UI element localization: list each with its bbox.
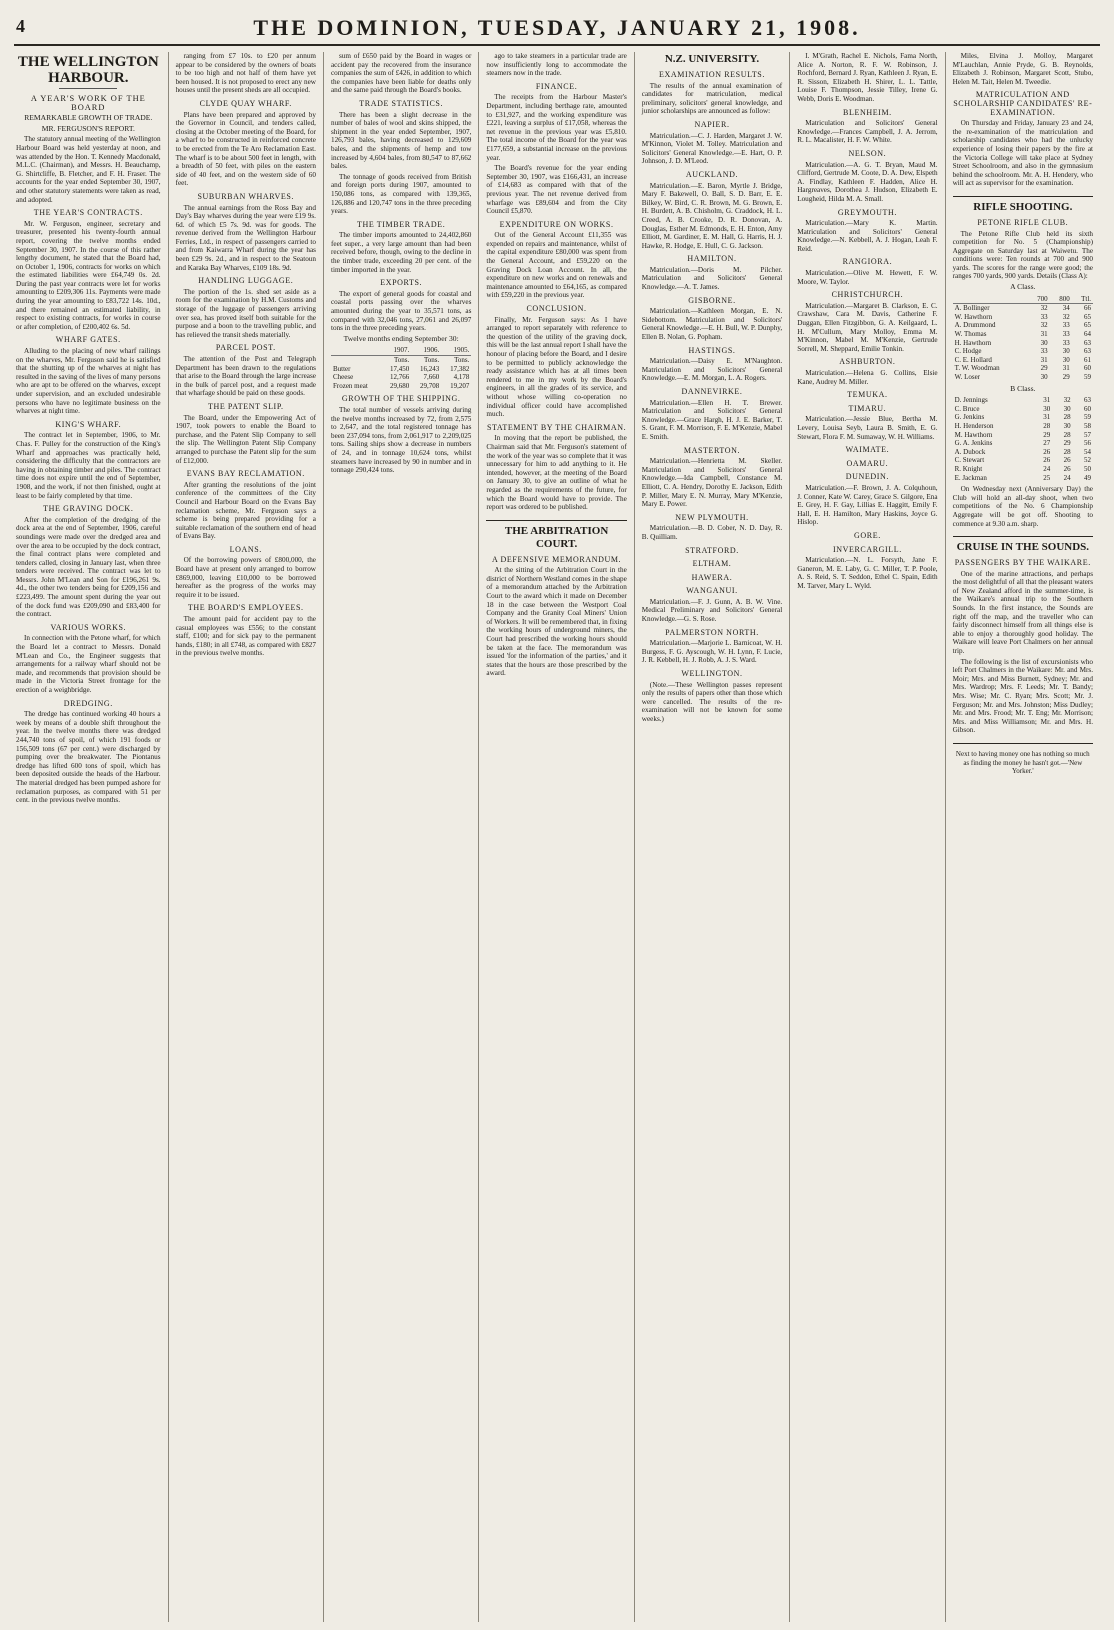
paragraph: Matriculation.—Doris M. Pilcher. Matriculation and Solicitors' General Knowledge.—A. T. James. bbox=[641, 265, 783, 292]
section-heading: EXPENDITURE ON WORKS. bbox=[499, 219, 614, 229]
subhead-passengers: PASSENGERS BY THE WAIKARE. bbox=[954, 558, 1091, 568]
table-cell: R. Knight bbox=[954, 464, 983, 473]
table-cell: 33 bbox=[1062, 338, 1070, 347]
section-heading: EXPORTS. bbox=[380, 278, 423, 288]
paragraph: The dredge has continued working 40 hours a week by means of a double shift throughout the year. In the twelve months there was dredged 244,740 tons of spoil, of which 191 foods or 156,509 tons (67 per cent.) were discharged by pumping over the breakwater. The Piontanus dredge has lifted 600 tons of spoil, which has been deposited outside the heads of the Harbour. The material dredged has been pumped ashore for reclamation purposes, as compared with 51 per cent. in the previous twelve months. bbox=[16, 710, 161, 805]
table-cell: 63 bbox=[1084, 396, 1092, 405]
table-cell: C. Bruce bbox=[954, 404, 980, 413]
table-cell: Butter bbox=[332, 364, 351, 373]
table-cell: 64 bbox=[1084, 330, 1092, 339]
paragraph: ranging from £7 10s. to £20 per annum appear to be considered by the owners of boats to be too high and not half of them have yet been housed. It is not proposed to erect any new houses until the present sheds are all occupied. bbox=[175, 52, 316, 95]
table-cell: 28 bbox=[1063, 447, 1071, 456]
paragraph: The Petone Rifle Club held its sixth competition for No. 5 (Championship) Aggregate on Saturday last at Waiwetu. The conditions were: Ten rounds at 700 and 900 yards. The scores for the range were good; the ranges 700 yards, 900 yards. Details (Class A): bbox=[952, 229, 1094, 281]
table-header-cell: 700 bbox=[1028, 295, 1050, 304]
table-header-cell bbox=[331, 346, 381, 355]
column-5 bbox=[634, 52, 789, 1622]
section-heading: CLYDE QUAY WHARF. bbox=[199, 98, 292, 108]
section-heading: MASTERTON. bbox=[683, 445, 741, 455]
subhead-report: MR. FERGUSON'S REPORT. bbox=[41, 123, 135, 133]
table-cell: 31 bbox=[1043, 413, 1051, 422]
table-cell: 17,382 bbox=[450, 364, 470, 373]
section-heading: GISBORNE. bbox=[688, 295, 736, 305]
table-header-row bbox=[953, 295, 1093, 304]
table-cell: C. Hodge bbox=[954, 347, 982, 356]
section-heading: RANGIORA. bbox=[842, 257, 893, 267]
table-header-cell: 800 bbox=[1050, 295, 1072, 304]
table-header-cell: Ttl. bbox=[1072, 295, 1093, 304]
paragraph: Matriculation.—Helena G. Collins, Elsie Kane, Audrey M. Miller. bbox=[797, 369, 938, 386]
table-cell: 31 bbox=[1062, 364, 1070, 373]
table-cell: A. Drummond bbox=[954, 321, 996, 330]
paragraph: Matriculation.—C. J. Harden, Margaret J. W. M'Kinnon, Violet M. Tolley. Matriculation and Solicitors' General Knowledge.—E. Hart, O. P. Johnson, J. D. M'Leod. bbox=[641, 131, 783, 166]
paragraph: After the completion of the dredging of the dock area at the end of September, 1906, careful soundings were made over the dredged area and over the area to be occupied by the dock contract, the final contract plans were completed and tenders called, closing in January last, when three tenders were received. The contract was let to Messrs. John M'Lean and Son for £196,261 9s. 4d., the other two tenders being for £209,156 and £223,499. The amount spent during the year out of the dock fund was £209,090 and £83,400 for the contract. bbox=[16, 515, 161, 619]
table-cell: C. Stewart bbox=[954, 456, 985, 465]
table-cell: 28 bbox=[1043, 421, 1051, 430]
paragraph: Matriculation.—B. D. Cober, N. D. Day, R. B. Quilliam. bbox=[641, 524, 783, 541]
table-cell: 56 bbox=[1084, 439, 1092, 448]
paragraph: On Thursday and Friday, January 23 and 24, the re-examination of the matriculation and scholarship candidates who had the unlucky experience of losing their papers by the fire at the Victoria College will take place at Sydney Street Schoolroom, and also in the gymnasium behind the schoolroom. Mr. A. H. Hendery, who will act as supervisor for the examination. bbox=[952, 119, 1094, 188]
table-row bbox=[953, 465, 1093, 474]
section-heading: KING'S WHARF. bbox=[55, 419, 122, 429]
table-row bbox=[331, 365, 471, 374]
table-cell: 25 bbox=[1043, 473, 1051, 482]
table-cell: 17,450 bbox=[389, 364, 410, 373]
paragraph: The tonnage of goods received from British and foreign ports during 1907, amounted to 150,086 tons, as compared with 139,365, 126,886 and 120,747 tons in the three preceding years. bbox=[330, 172, 472, 216]
section-heading: WELLINGTON. bbox=[681, 669, 743, 679]
table-cell: 32 bbox=[1040, 304, 1048, 313]
table-cell: 30 bbox=[1040, 338, 1048, 347]
table-cell: E. Jackman bbox=[954, 473, 987, 482]
table-cell: G. A. Jenkins bbox=[954, 439, 993, 448]
paragraph: Miles, Elvina J. Molloy, Margaret M'Lauchlan, Annie Pryde, G. B. Reynolds, Elizabeth J. Robinson, Margaret Scott, Stubo, Helen M. Tait, Helen M. Tweedie. bbox=[952, 52, 1094, 86]
table-row bbox=[953, 321, 1093, 330]
table-cell: 27 bbox=[1043, 439, 1051, 448]
table-cell: 26 bbox=[1063, 456, 1071, 465]
exports-table bbox=[331, 346, 471, 390]
table-row bbox=[953, 330, 1093, 339]
columns bbox=[14, 52, 1100, 1622]
table-row bbox=[953, 364, 1093, 373]
paragraph: There has been a slight decrease in the number of bales of wool and skins shipped, the shipment in the year ended September, 1907, 126,793 bales, having decreased to 129,609 bales, and the shipments of hemp and tow increased by 4,604 bales, from 80,547 to 87,662 bales. bbox=[330, 110, 472, 171]
section-heading: SUBURBAN WHARVES. bbox=[197, 191, 295, 201]
table-cell: 57 bbox=[1084, 430, 1092, 439]
section-heading: TEMUKA. bbox=[847, 390, 888, 400]
paragraph: Matriculation.—Margaret B. Clarkson, E. C. Crawshaw, Cara M. Davis, Catherine F. Duggan, Ellen Fitzgibbon, G. A. Keilgaard, L. H. M'Cullum, Mary Molloy, Emma M. M'Kinnon, Mabel M. M'Kenzie, Gertrude Sorrell, M. Sheppard, Emilie Tonkin. bbox=[797, 301, 938, 353]
table-cell: 28 bbox=[1063, 430, 1071, 439]
headline-rifle-shooting: RIFLE SHOOTING. bbox=[973, 200, 1073, 213]
headline-harbour: THE WELLINGTON HARBOUR. bbox=[17, 54, 159, 86]
table-row bbox=[953, 456, 1093, 465]
table-cell: Frozen meat bbox=[332, 381, 368, 390]
table-cell: 16,243 bbox=[420, 364, 440, 373]
table-cell: 32 bbox=[1063, 396, 1071, 405]
paragraph: Matriculation.—N. L. Forsyth, Jane F. Ganeron, M. E. Laby, G. C. Miller, T. P. Poole, A. S. Reid, S. T. Seddon, Ethel C. Spain, Edith M. Tarver, Mary L. Wyld. bbox=[797, 556, 938, 590]
table-row bbox=[331, 373, 471, 382]
column-3 bbox=[323, 52, 478, 1622]
paragraph: Matriculation.—Marjorie L. Barnicoat, W. H. Burgess, F. G. Ayscough, W. H. Lynn, F. Lucie, J. R. Kebbell, H. J. Robb, A. J. S. Ward. bbox=[641, 639, 783, 665]
paragraph: Matriculation.—Kathleen Morgan, E. N. Sidebottom. Matriculation and Solicitors' General Knowledge.—E. H. Bull, W. P. Dunphy, Ellen B. Nolan, G. Popham. bbox=[641, 307, 783, 342]
table-cell: 50 bbox=[1084, 464, 1092, 473]
table-cell: 52 bbox=[1084, 456, 1092, 465]
table-row bbox=[331, 382, 471, 391]
section-heading: NAPIER. bbox=[694, 119, 730, 129]
table-header-cell: 1906. bbox=[411, 346, 441, 355]
table-cell: Tons. bbox=[393, 356, 410, 364]
table-cell: 63 bbox=[1084, 338, 1092, 347]
paragraph: Matriculation.—A. G. T. Bryan, Maud M. Clifford, Gertrude M. Coote, D. A. Dew, Elspeth A. Findlay, Kathleen F. Hadden, Alice H. Hargreaves, Dorothea J. Hudson, Elizabeth E. Lougheid, Hilda M. A. Small. bbox=[797, 160, 938, 203]
table-cell: A. Dubock bbox=[954, 447, 986, 456]
section-heading: NELSON. bbox=[848, 148, 887, 158]
page-number: 4 bbox=[16, 16, 25, 36]
paragraph: Matriculation.—Ellen H. T. Brewer. Matriculation and Solicitors' General Knowledge.—Grace Hargh, H. J. E. Barker, T. S. Grant, F. M. Morrison, F. E. M'Kenzie, Mabel E. Smith. bbox=[641, 398, 783, 441]
paragraph: One of the marine attractions, and perhaps the most delightful of all that the pleasant waters of New Zealand afford in the summer-time, is the Waikare's annual trip to the Southern Sounds. In the first instance, the Sounds are right off the map, and the traveller who can fairly disconnect himself from all things else is able to enjoy a thoroughly good holiday. The Waikare will leave Port Chalmers on her annual trip. bbox=[952, 569, 1094, 656]
divider bbox=[953, 743, 1093, 744]
table-cell: 30 bbox=[1062, 355, 1070, 364]
table-cell: 66 bbox=[1084, 304, 1092, 313]
divider bbox=[486, 520, 626, 521]
table-cell: W. Loser bbox=[954, 373, 981, 381]
table-cell: 34 bbox=[1062, 304, 1070, 313]
section-heading: DUNEDIN. bbox=[845, 472, 890, 482]
rifle-scores-b bbox=[953, 396, 1093, 482]
paragraph: The following is the list of excursionists who left Port Chalmers in the Waikare: Mr. and Mrs. Moir; Mrs. and Miss Burnett, Sydney; Mr. and Mrs. Wardrop; Mrs. F. Leeds; Mr. T. Bandy; Mrs. Wise; Mr. C. Ryan; Mrs. Scott; Mr. J. Ferguson; Mr. and Mrs. Johnston; Miss Dudley; Mr. and Mrs. Frood; Mr. T. Eng; Mr. Morrison; Mrs. and Miss Williamson; Mr. and Mrs. H. Gibson. bbox=[952, 657, 1094, 735]
table-cell: 32 bbox=[1062, 312, 1070, 321]
table-row bbox=[953, 313, 1093, 322]
class-a-label: A Class. bbox=[1010, 282, 1036, 292]
subhead-petone: PETONE RIFLE CLUB. bbox=[977, 217, 1069, 227]
column-6 bbox=[789, 52, 944, 1622]
table-cell: 29,680 bbox=[389, 381, 410, 390]
table-cell: 29 bbox=[1062, 373, 1070, 381]
table-cell: 58 bbox=[1084, 421, 1092, 430]
paragraph: The annual earnings from the Ross Bay and Day's Bay wharves during the year were £19 9s. 6d. of which £5 7s. 9d. was for goods. The revenue derived from the Wellington Harbour Ferries, Ltd., in respect of passengers carried to and from Kaiwarra Wharf during the year has been £29 9s. 2d., and in respect to the Seatoun and Karaka Bay Wharves, £109 18s. 9d. bbox=[175, 203, 316, 272]
section-heading: NEW PLYMOUTH. bbox=[675, 512, 749, 522]
table-cell: 26 bbox=[1063, 464, 1071, 473]
table-cell: 4,178 bbox=[453, 373, 470, 382]
section-heading: WAIMATE. bbox=[845, 445, 890, 455]
paragraph: The statutory annual meeting of the Wellington Harbour Board was held yesterday at noon, and was attended by the Hon. T. Kennedy Macdonald, M.L.C. (Chairman), and Messrs. H. Beauchamp, G. Shirtcliffe, B. Fletcher, and F. H. Fraser. The accounts for the year ended September 30, 1907, and other statutory statements were taken as read, and adopted. bbox=[16, 135, 161, 204]
paragraph: Matriculation.—Henrietta M. Skeller. Matriculation and Solicitors' General Knowledge.—Ida Campbell, Constance M. Elliott, C. A. Hendry, Dorothy E. Jackson, Edith P. Miller, Mary E. N. Murray, Mary M'Kenzie, Mary E. Power. bbox=[641, 457, 783, 509]
table-cell: 30 bbox=[1043, 404, 1051, 413]
divider bbox=[953, 536, 1093, 537]
section-heading: HAMILTON. bbox=[687, 254, 737, 264]
table-cell: 29 bbox=[1043, 430, 1051, 439]
divider bbox=[953, 196, 1093, 197]
table-cell: 31 bbox=[1043, 396, 1051, 405]
table-title: Twelve months ending September 30: bbox=[343, 333, 459, 343]
class-b-label: B Class. bbox=[1010, 383, 1036, 393]
section-heading: WANGANUI. bbox=[686, 586, 738, 596]
table-cell: 24 bbox=[1063, 473, 1071, 482]
paragraph: Plans have been prepared and approved by the Governor in Council, and tenders called, closing at the October meeting of the Board, for a wharf to be constructed in reinforced concrete to be erected from the Te Aro Reclamation East. The wharf is to be about 500 feet in length, with a breadth of 50 feet, with piles on the eastern side of 40 feet, and on the western side of 60 feet. bbox=[175, 110, 316, 188]
section-heading: STRATFORD. bbox=[685, 545, 739, 555]
headline-university: N.Z. UNIVERSITY. bbox=[664, 53, 760, 65]
paragraph: The attention of the Post and Telegraph Department has been drawn to the regulations that arise to the Board through the large increase in the bulk of parcel post, and a request made that wharfage should be paid on these goods. bbox=[175, 355, 316, 398]
section-heading: PARCEL POST. bbox=[215, 343, 276, 353]
paragraph: In connection with the Petone wharf, for which the Board let a contract to Messrs. Donald M'Lean and Co., the Engineer suggests that arrangements for a railway wharf should not be made, and recommends that provision should be made in the Victoria Street frontage for the erection of a weighbridge. bbox=[16, 634, 161, 694]
table-cell: 28 bbox=[1063, 413, 1071, 422]
table-cell: Tons. bbox=[424, 356, 440, 364]
paragraph: I. M'Grath, Rachel E. Nichols, Fama North, Alice A. Norton, R. F. W. Robinson, J. Rochford, Bernard J. Ryan, Kathleen J. Ryan, E. R. Sisson, Elizabeth H. Shirer, L. L. Tattle, Louise F. Thompson, Jessie Tilley, Irene G. Webb, Doris E. Woodman. bbox=[797, 52, 938, 103]
section-heading: INVERCARGILL. bbox=[832, 544, 902, 554]
rifle-scores-a bbox=[953, 295, 1093, 382]
table-cell: 33 bbox=[1040, 312, 1048, 321]
table-cell bbox=[331, 356, 381, 365]
table-cell: 33 bbox=[1062, 330, 1070, 339]
paragraph: Alluding to the placing of new wharf railings on the wharves, Mr. Ferguson said he is satisfied that the shutting up of the wharves at night has resulted in the saving of the lives of many persons who are apt to be offered on the wharves, except under supervision, and an excluded undesirable persons who have no legitimate business on the wharves at night time. bbox=[16, 347, 161, 416]
newspaper-title: THE DOMINION, TUESDAY, JANUARY 21, 1908. bbox=[253, 15, 861, 40]
masthead bbox=[14, 10, 1100, 46]
section-heading: BLENHEIM. bbox=[843, 107, 892, 117]
section-heading: EVANS BAY RECLAMATION. bbox=[186, 469, 305, 479]
paragraph: Matriculation.—E. Baron, Myrtle J. Bridge, Mary F. Bakewell, O. Ball, S. D. Barr, E. E. Bilkey, W. Bird, C. R. Brown, M. G. Brown, E. H. Burdett, A. B. Chisholm, G. Craddock, H. L. Creed, A. B. Crooke, D. R. Donovan, A. Douglas, Esther M. Edmonds, E. H. Enton, Amy Elliott, M. Gardiner, E. M. Hall, G. Harris, H. J. Hawke, R. Hodge, E. Hull, C. G. Jackson. bbox=[641, 181, 783, 250]
table-cell: 30 bbox=[1063, 421, 1071, 430]
table-cell: 30 bbox=[1063, 404, 1071, 413]
table-header-row bbox=[331, 346, 471, 355]
section-heading: A DEFENSIVE MEMORANDUM. bbox=[492, 554, 622, 564]
headline-arbitration: THE ARBITRATION COURT. bbox=[504, 524, 609, 550]
paragraph: Matriculation.—F. Brown, J. A. Colquhoun, J. Conner, Kate W. Carey, Grace S. Gilgore, Ena E. Grey, H. F. Gay, Lillias E. Haggitt, Emily F. Hall, E. H. Hamilton, Mary Haskins, Joyce G. Hislop. bbox=[797, 483, 938, 527]
paragraph: Mr. W. Ferguson, engineer, secretary and treasurer, presented his twenty-fourth annual report, covering the twelve months ended September 30, 1907. In the course of this rather lengthy document, he stated that the Board had, on October 1, 1906, contracts for works on which the estimated liabilities were £64,749 0s. 2d. During the past year contracts were let for works amounting to £209,306 11s. Payments were made during the year amounting to £83,722 14s. 10d., and there remained an estimated liability, in respect to existing contracts, for works in course or after completion, of £200,402 6s. 5d. bbox=[16, 219, 161, 331]
section-heading: ELTHAM. bbox=[692, 559, 732, 569]
table-row bbox=[953, 373, 1093, 382]
section-heading: FINANCE. bbox=[535, 81, 578, 91]
table-cell: 63 bbox=[1084, 347, 1092, 356]
section-heading: TRADE STATISTICS. bbox=[359, 98, 444, 108]
table-cell: M. Hawthorn bbox=[954, 430, 993, 439]
paragraph: sum of £650 paid by the Board in wages or accident pay the recovered from the insurance companies the sum of £426, in addition to which the companies have been liable for deaths only and the same paid through the Board's books. bbox=[330, 52, 472, 95]
table-row bbox=[953, 431, 1093, 440]
section-heading: WHARF GATES. bbox=[55, 335, 121, 345]
table-row bbox=[953, 422, 1093, 431]
headline-cruise: CRUISE IN THE SOUNDS. bbox=[956, 541, 1090, 554]
table-row bbox=[953, 439, 1093, 448]
section-heading: GREYMOUTH. bbox=[837, 207, 897, 217]
paragraph: On Wednesday next (Anniversary Day) the Club will hold an all-day shoot, when two competitions of the No. 6 Championship Aggregate will be got off. Shooting to commence at 9.30 a.m. sharp. bbox=[952, 485, 1094, 528]
table-cell: Cheese bbox=[332, 373, 354, 382]
table-cell: 32 bbox=[1040, 321, 1048, 330]
table-header-cell bbox=[953, 295, 1028, 304]
table-cell: 60 bbox=[1084, 404, 1092, 413]
table-cell: 49 bbox=[1084, 473, 1092, 482]
paragraph: The export of general goods for coastal and coastal ports passing over the wharves amounted during the year to 35,571 tons, as compared with 32,046 tons, 27,061 and 26,097 tons in the three preceding years. bbox=[330, 289, 472, 333]
column-1 bbox=[14, 52, 168, 1622]
table-cell: 54 bbox=[1084, 447, 1092, 456]
table-cell: A. Bollinger bbox=[954, 304, 990, 313]
table-cell: 33 bbox=[1062, 321, 1070, 330]
table-cell: 26 bbox=[1043, 456, 1051, 465]
section-heading: HAWERA. bbox=[691, 572, 733, 582]
paragraph: After granting the resolutions of the joint conference of the committees of the City Council and Harbour Board on the Evans Bay reclamation scheme, Mr. Ferguson says a scheme is being prepared providing for a suitable reclamation of the southern end of head of Evans Bay. bbox=[175, 480, 316, 541]
table-cell: 29,708 bbox=[420, 381, 440, 390]
table-cell: W. Thomas bbox=[954, 330, 987, 339]
paragraph: (Note.—These Wellington passes represent only the results of papers other than those which were cancelled. The results of the re-examination will not be known for some weeks.) bbox=[641, 680, 783, 723]
table-cell: 59 bbox=[1084, 413, 1092, 422]
table-cell: 65 bbox=[1084, 312, 1092, 321]
section-heading: THE PATENT SLIP. bbox=[207, 401, 284, 411]
table-row bbox=[953, 405, 1093, 414]
section-heading: THE GRAVING DOCK. bbox=[43, 504, 134, 514]
table-cell: Tons. bbox=[454, 356, 470, 364]
table-row bbox=[953, 396, 1093, 405]
table-row bbox=[953, 347, 1093, 356]
paragraph: Out of the General Account £11,355 was expended on repairs and maintenance, whilst of the capital expenditure £80,000 was spent from the General Account, and £59,220 on the Graving Dock Loan Account. In all, the expenditure on new works and on renewals and maintenance amounted to £64,165, as compared with £59,220 in the previous year. bbox=[486, 231, 627, 300]
paragraph: The portion of the 1s. shed set aside as a room for the examination by H.M. Customs and storage of the luggage of passengers arriving over sea, has proved itself both suitable for the purpose and a boon to the travelling public, and has relieved the transit sheds materially. bbox=[175, 287, 316, 339]
section-heading: GROWTH OF THE SHIPPING. bbox=[341, 394, 461, 404]
table-cell: 29 bbox=[1063, 439, 1071, 448]
column-4 bbox=[478, 52, 633, 1622]
section-heading: VARIOUS WORKS. bbox=[50, 622, 127, 632]
column-7 bbox=[945, 52, 1100, 1622]
paragraph: The Board, under the Empowering Act of 1907, took powers to enable the Board to purchase, and the Patent Slip Company to sell the slip. The Wellington Patent Slip Company arranged to purchase the Patent slip for the sum of £12,000. bbox=[175, 413, 316, 465]
section-heading: THE TIMBER TRADE. bbox=[357, 219, 446, 229]
section-heading: HANDLING LUGGAGE. bbox=[198, 276, 294, 286]
subhead-years-work: A YEAR'S WORK OF THE BOARD bbox=[30, 94, 146, 112]
table-row bbox=[953, 304, 1093, 313]
table-cell: 26 bbox=[1043, 447, 1051, 456]
filler-quote: Next to having money one has nothing so much as finding the money he hasn't got.—'New Yorker.' bbox=[955, 749, 1090, 776]
table-header-cell: 1907. bbox=[381, 346, 411, 355]
section-heading: AUCKLAND. bbox=[685, 169, 739, 179]
table-row bbox=[953, 474, 1093, 483]
table-cell: 59 bbox=[1084, 373, 1092, 381]
section-heading: LOANS. bbox=[229, 544, 262, 554]
section-heading: GORE. bbox=[854, 530, 881, 540]
paragraph: Matriculation.—Olive M. Hewett, F. W. Moore, W. Taylor. bbox=[797, 269, 938, 286]
table-cell: C. E. Hollard bbox=[954, 355, 992, 364]
section-heading: PALMERSTON NORTH. bbox=[665, 627, 759, 637]
table-cell: 24 bbox=[1043, 464, 1051, 473]
paragraph: The receipts from the Harbour Master's Department, including berthage rate, amounted to £31,927, and the working expenditure was £221, leaving a surplus of £17,058, whereas the net revenue in the previous year was £5,810. The total income of the Board for the year was £177,659, a substantial increase on the previous year. bbox=[486, 93, 627, 162]
paragraph: Matriculation.—Daisy E. M'Naughton. Matriculation and Solicitors' General Knowledge.—E. M. Morgan, L. A. Rogers. bbox=[641, 357, 783, 383]
table-row bbox=[953, 448, 1093, 457]
paragraph: The Board's revenue for the year ending September 30, 1907, was £166,431, an increase of £14,683 as compared with that of the previous year. The net revenue derived from wharfage was £89,604 and from the City Council £5,870. bbox=[486, 164, 627, 216]
table-cell: 12,766 bbox=[389, 373, 410, 382]
paragraph: The amount paid for accident pay to the casual employees was £556; to the constant staff, £100; and for sick pay to the permanent hands, £180; in all £748, as compared with £827 in the previous twelve months. bbox=[175, 615, 316, 658]
table-row bbox=[953, 356, 1093, 365]
table-cell: G. Jenkins bbox=[954, 413, 985, 422]
table-cell: 19,207 bbox=[450, 381, 470, 390]
paragraph: The contract let in September, 1906, to Mr. Chas. F. Pulley for the construction of the King's Wharf and approaches was practically held, considering the difficulty that the contractors are having in obtaining timber and piles. The contract time does not expire until the end of September, 1908, and the work, if not then finished, ought at least to be fairly completed by that time. bbox=[16, 431, 161, 500]
table-cell: 60 bbox=[1084, 364, 1092, 373]
paragraph: Matriculation.—Mary K. Martin. Matriculation and Solicitors' General Knowledge.—N. Kebbell, A. J. Hogan, Leah F. Reid. bbox=[797, 219, 938, 253]
paragraph: Matriculation.—F. J. Gunn, A. B. W. Vine. Medical Preliminary and Solicitors' General Knowledge.—G. S. Rose. bbox=[641, 597, 783, 624]
table-cell: 30 bbox=[1040, 373, 1048, 381]
section-heading: DANNEVIRKE. bbox=[681, 387, 743, 396]
table-units-row bbox=[331, 356, 471, 365]
paragraph: In moving that the report be published, the Chairman said that Mr. Ferguson's statement of the work of the year was so complete that it was unnecessary for him to add anything to it. He intended, however, at the meeting of the Board on January 30, to give an outline of what he regarded as the requirements of the future, for which the Board would have to provide. The report was ordered to be published. bbox=[486, 434, 627, 512]
paragraph: Finally, Mr. Ferguson says: As I have arranged to report separately with reference to the question of the utility of the graving dock, this will be the last annual report I shall have the honour of placing before the Board, and I desire to be permitted to publicly acknowledge the ready assistance which has at all times been rendered to me in my work by the Board's engineers, in all the grades of its service, and without whose willing co-operation no individual officer could have accomplished much. bbox=[486, 315, 627, 419]
divider bbox=[59, 88, 117, 89]
section-heading: THE YEAR'S CONTRACTS. bbox=[33, 208, 143, 218]
section-heading: OAMARU. bbox=[846, 458, 889, 468]
paragraph: Matriculation and Solicitors' General Knowledge.—Frances Campbell, J. A. Jerrom, R. L. Macalister, H. F. W. White. bbox=[797, 119, 938, 145]
table-cell: 65 bbox=[1084, 321, 1092, 330]
table-header-cell: 1905. bbox=[441, 346, 471, 355]
subhead-exam-results: EXAMINATION RESULTS. bbox=[659, 70, 765, 79]
table-cell: 31 bbox=[1040, 355, 1048, 364]
subhead-growth: REMARKABLE GROWTH OF TRADE. bbox=[24, 113, 153, 123]
paragraph: The results of the annual examination of candidates for matriculation, medical preliminary, solicitors' general knowledge, and junior scholarships are announced as follow: bbox=[641, 81, 783, 116]
paragraph: ago to take steamers in a particular trade are now insufficiently long to accommodate the steamers now in the trade. bbox=[486, 52, 627, 78]
section-heading: ASHBURTON. bbox=[839, 357, 896, 367]
paragraph: Of the borrowing powers of £800,000, the Board have at present only arranged to borrow £869,000, leaving £10,000 to be borrowed hereafter as the progress of the works may require it to be issued. bbox=[175, 556, 316, 599]
paragraph: The timber imports amounted to 24,402,860 feet super., a very large amount than had been received before, though, owing to the decline in the timber trade, exceeding 20 per cent. of the timber imported in the year. bbox=[330, 231, 472, 274]
section-heading: MATRICULATION AND SCHOLARSHIP CANDIDATES' RE-EXAMINATION. bbox=[953, 90, 1093, 117]
table-cell: T. W. Woodman bbox=[954, 364, 1000, 373]
table-cell: 33 bbox=[1040, 347, 1048, 356]
paragraph: The total number of vessels arriving during the twelve months increased by 72, from 2,575 to 2,647, and the total registered tonnage has been 237,094 tons, from 2,061,917 to 2,209,025 tons. Sailing ships show a decrease in numbers of 24, and in tonnage 10,624 tons, whilst steamers have increased by 90 in number and in tonnage 290,424 tons. bbox=[330, 405, 472, 475]
section-heading: STATEMENT BY THE CHAIRMAN. bbox=[486, 422, 627, 432]
table-cell: H. Hawthorn bbox=[954, 338, 992, 347]
table-cell: H. Henderson bbox=[954, 421, 994, 430]
column-2 bbox=[168, 52, 323, 1622]
table-cell: D. Jennings bbox=[954, 396, 988, 405]
table-row bbox=[953, 339, 1093, 348]
table-cell: 7,660 bbox=[423, 373, 440, 382]
section-heading: CONCLUSION. bbox=[526, 304, 587, 314]
table-cell: 29 bbox=[1040, 364, 1048, 373]
section-heading: CHRISTCHURCH. bbox=[831, 290, 904, 300]
table-cell: 61 bbox=[1084, 355, 1092, 364]
section-heading: TIMARU. bbox=[848, 403, 887, 413]
table-cell: 30 bbox=[1062, 347, 1070, 356]
section-heading: HASTINGS. bbox=[688, 345, 736, 355]
section-heading: THE BOARD'S EMPLOYEES. bbox=[187, 603, 304, 613]
paragraph: Matriculation.—Jessie Blue, Bertha M. Levery, Louisa Seyb, Laura B. Smith, E. G. Stewart, Flora F. M. Sumaway, W. H. Williams. bbox=[797, 415, 938, 441]
table-cell: 31 bbox=[1040, 330, 1048, 339]
section-heading: DREDGING. bbox=[63, 698, 113, 708]
table-cell: W. Hawthorn bbox=[954, 312, 993, 321]
table-row bbox=[953, 413, 1093, 422]
paragraph: At the sitting of the Arbitration Court in the district of Northern Westland comes in the shape of a memorandum attached by the Arbitration Court to the award which it made on December 18 in the case between the Westport Coal Company and the Granity Coal Miners' Union of Workers. It will be remembered that, in fixing the working hours of underground miners, the Court had prescribed the working hours should be taken at the face. The memorandum was issued 'for the information of the parties,' and it states that the hours are those prescribed by the award. bbox=[486, 566, 627, 678]
